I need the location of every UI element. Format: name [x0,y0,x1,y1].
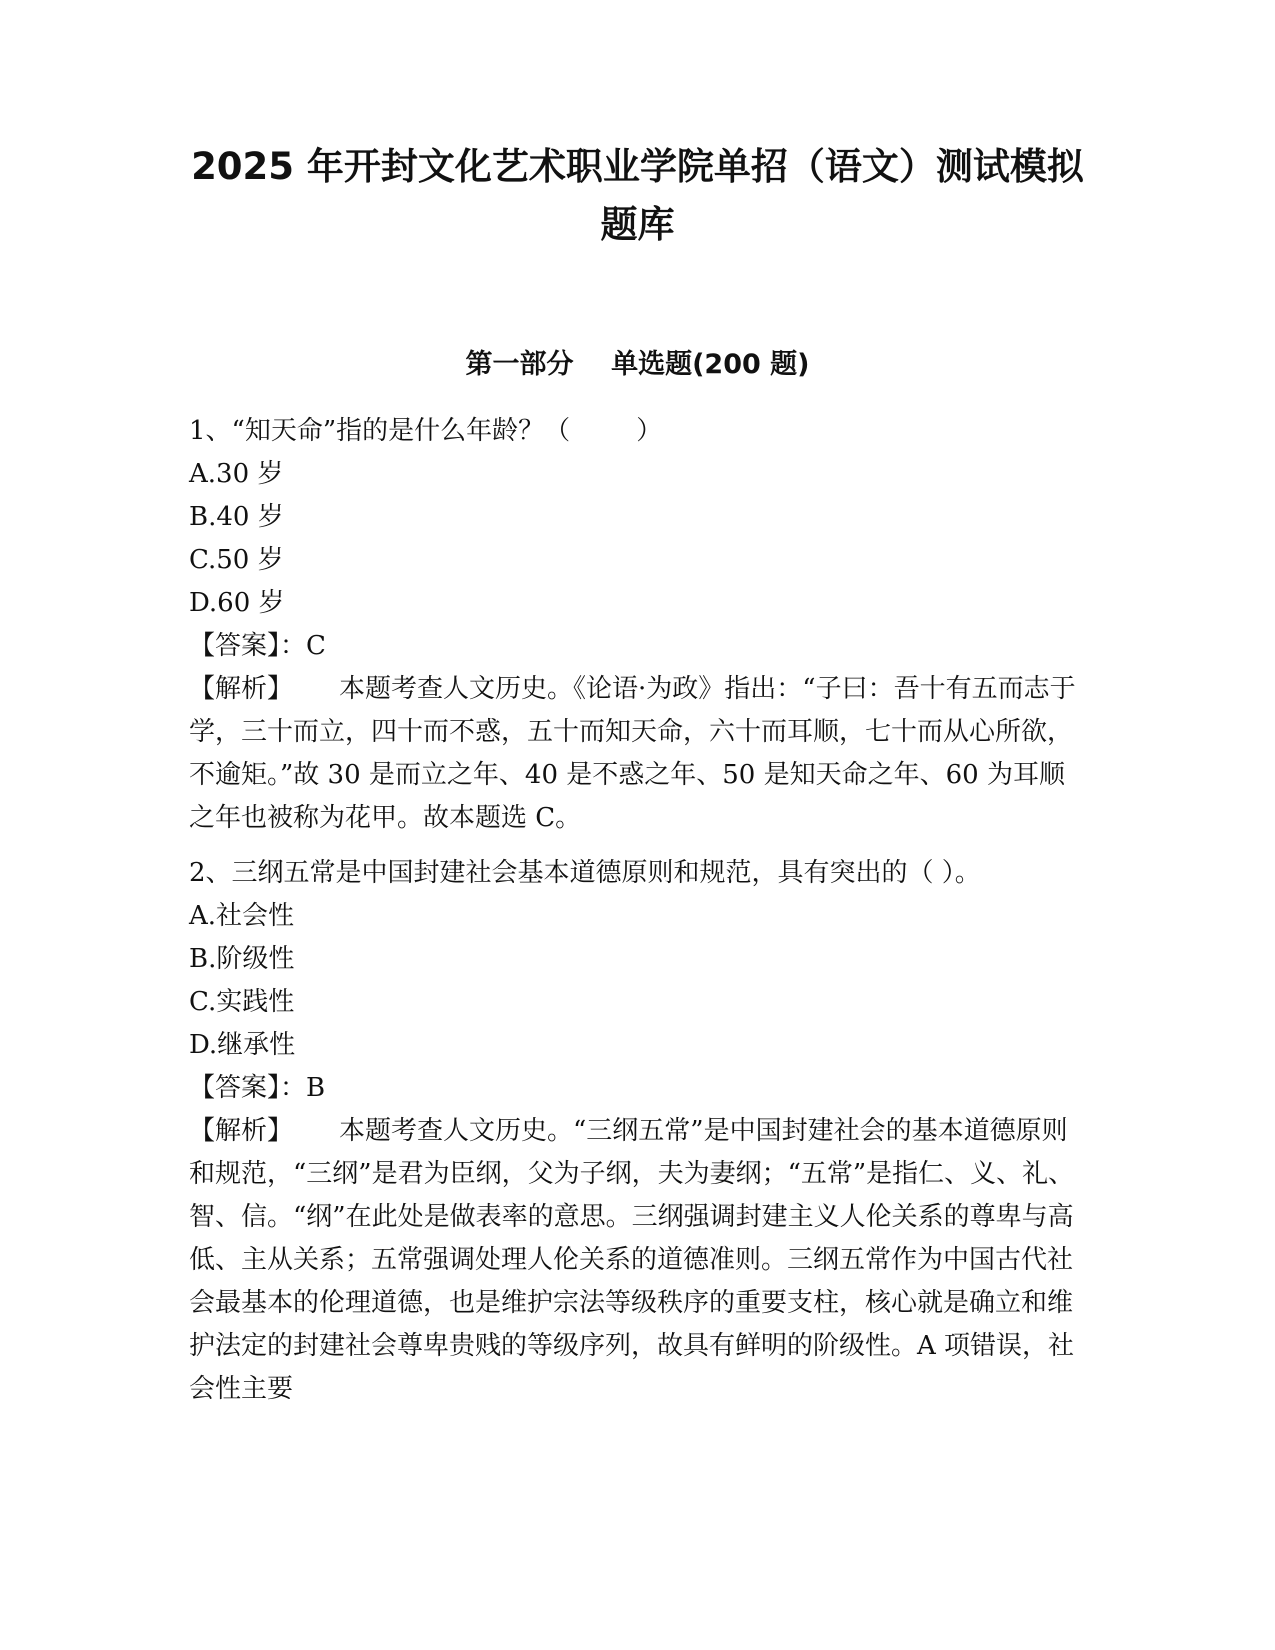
answer-value: C [306,631,326,661]
question-stem: 1、“知天命”指的是什么年龄？（ ） [189,416,663,446]
answer-label: 【答案】： [189,631,307,661]
question-stem: 2、三纲五常是中国封建社会基本道德原则和规范，具有突出的（ ）。 [189,858,981,888]
document-title [130,138,1145,254]
question-list [189,410,1089,1423]
question-item [189,852,1089,1411]
option-d: D.60 岁 [189,588,285,618]
analysis-label: 【解析】 [189,674,294,704]
analysis-text: 本题考查人文历史。《论语·为政》指出：“子曰：吾十有五而志于学，三十而立，四十而不惑，五十而知天命，六十而耳顺，七十而从心所欲，不逾矩。”故 30 是而立之年、40 是不惑之年、50 是知天命之年、60 为耳顺之年也被称为花甲。故本题选 C。 [189,674,1076,833]
analysis-paragraph [189,1110,1089,1411]
option-d: D.继承性 [189,1030,296,1060]
section-heading: 第一部分 单选题(200 题) [465,349,810,380]
option-a: A.社会性 [189,901,295,931]
answer-line [189,1067,1089,1110]
answer-label: 【答案】： [189,1073,307,1103]
answer-value: B [306,1073,326,1103]
answer-line [189,625,1089,668]
option-b: B.40 岁 [189,502,284,532]
document-title-line-2: 题库 [600,203,675,246]
option-c: C.实践性 [189,987,295,1017]
question-item [189,410,1089,840]
option-a: A.30 岁 [189,459,284,489]
analysis-label: 【解析】 [189,1116,294,1146]
option-c: C.50 岁 [189,545,284,575]
document-title-line-1: 2025 年开封文化艺术职业学院单招（语文）测试模拟 [191,145,1084,188]
analysis-text: 本题考查人文历史。“三纲五常”是中国封建社会的基本道德原则和规范，“三纲”是君为臣纲，父为子纲，夫为妻纲；“五常”是指仁、义、礼、智、信。“纲”在此处是做表率的意思。三纲强调封建主义人伦关系的尊卑与高低、主从关系；五常强调处理人伦关系的道德准则。三纲五常作为中国古代社会最基本的伦理道德，也是维护宗法等级秩序的重要支柱，核心就是确立和维护法定的封建社会尊卑贵贱的等级序列，故具有鲜明的阶级性。A 项错误，社会性主要 [189,1116,1075,1404]
analysis-paragraph [189,668,1089,840]
option-b: B.阶级性 [189,944,295,974]
